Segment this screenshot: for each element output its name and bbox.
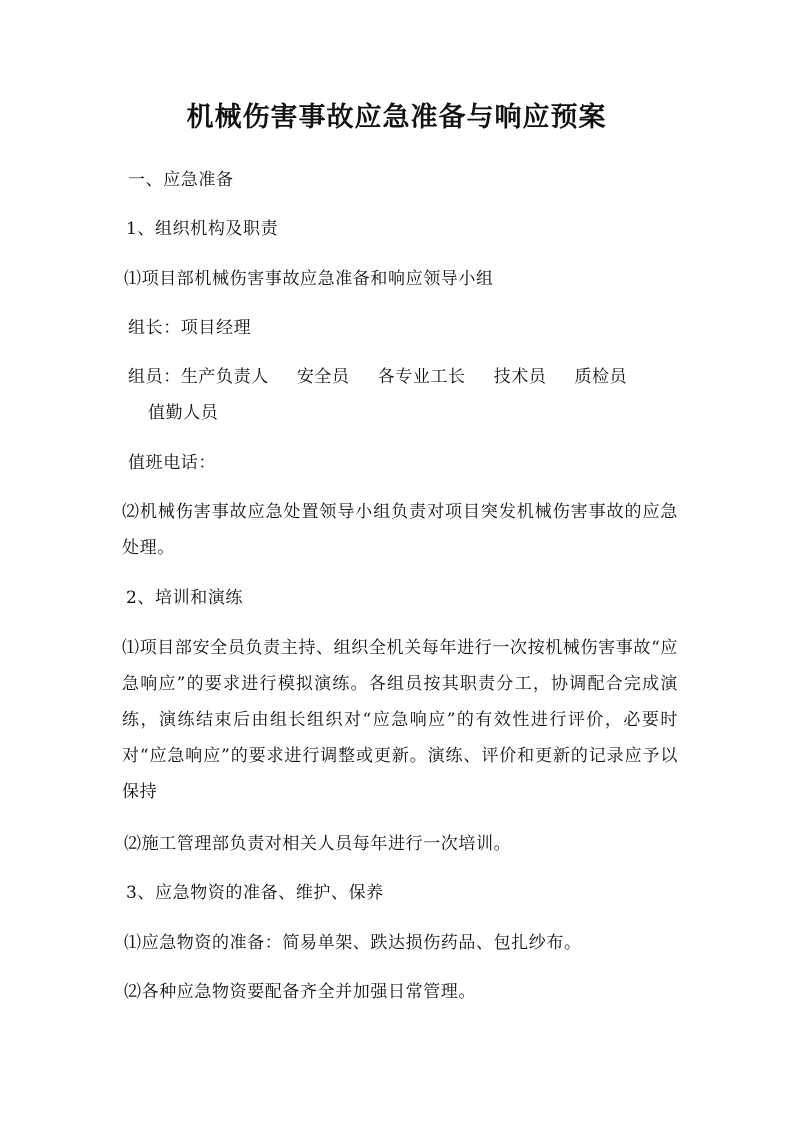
- paragraph-training: ⑵施工管理部负责对相关人员每年进行一次培训。: [124, 834, 512, 854]
- paragraph-supplies-prep: ⑴应急物资的准备：简易单架、跌达损伤药品、包扎纱布。: [124, 933, 582, 953]
- paragraph-duty-phone: 值班电话：: [128, 453, 216, 473]
- paragraph-group-leader: 组长：项目经理: [128, 318, 252, 338]
- paragraph-supplies-management: ⑵各种应急物资要配备齐全并加强日常管理。: [124, 982, 476, 1002]
- members-block: [128, 359, 688, 431]
- section-heading-1: 一、应急准备: [128, 170, 234, 190]
- member-item: 安全员: [296, 367, 350, 387]
- members-label: 组员：: [128, 367, 181, 387]
- paragraph-emergency-group-duty: ⑵机械伤害事故应急处置领导小组负责对项目突发机械伤害事故的应急处理。: [122, 502, 678, 558]
- paragraph-drill: ⑴项目部安全员负责主持、组织全机关每年进行一次按机械伤害事故“应急响应”的要求进行模拟演练。各组员按其职责分工，协调配合完成演练，演练结束后由组长组织对“应急响应”的有效性进行评价，必要时对“应急响应”的要求进行调整或更新。演练、评价和更新的记录应予以保持: [122, 638, 678, 802]
- subsection-heading-1-1: 1、组织机构及职责: [126, 219, 279, 239]
- members-row-1: [128, 359, 688, 395]
- paragraph-leader-group: ⑴项目部机械伤害事故应急准备和响应领导小组: [124, 269, 494, 289]
- subsection-heading-1-2: 2、培训和演练: [126, 588, 244, 608]
- member-item: 技术员: [493, 367, 547, 387]
- member-item: 质检员: [574, 367, 628, 387]
- member-item: 各专业工长: [377, 367, 466, 387]
- members-row-2: [128, 395, 688, 431]
- document-title: 机械伤害事故应急准备与响应预案: [186, 102, 607, 133]
- member-item: 值勤人员: [148, 403, 219, 423]
- subsection-heading-1-3: 3、应急物资的准备、维护、保养: [126, 883, 384, 903]
- member-item: 生产负责人: [180, 367, 269, 387]
